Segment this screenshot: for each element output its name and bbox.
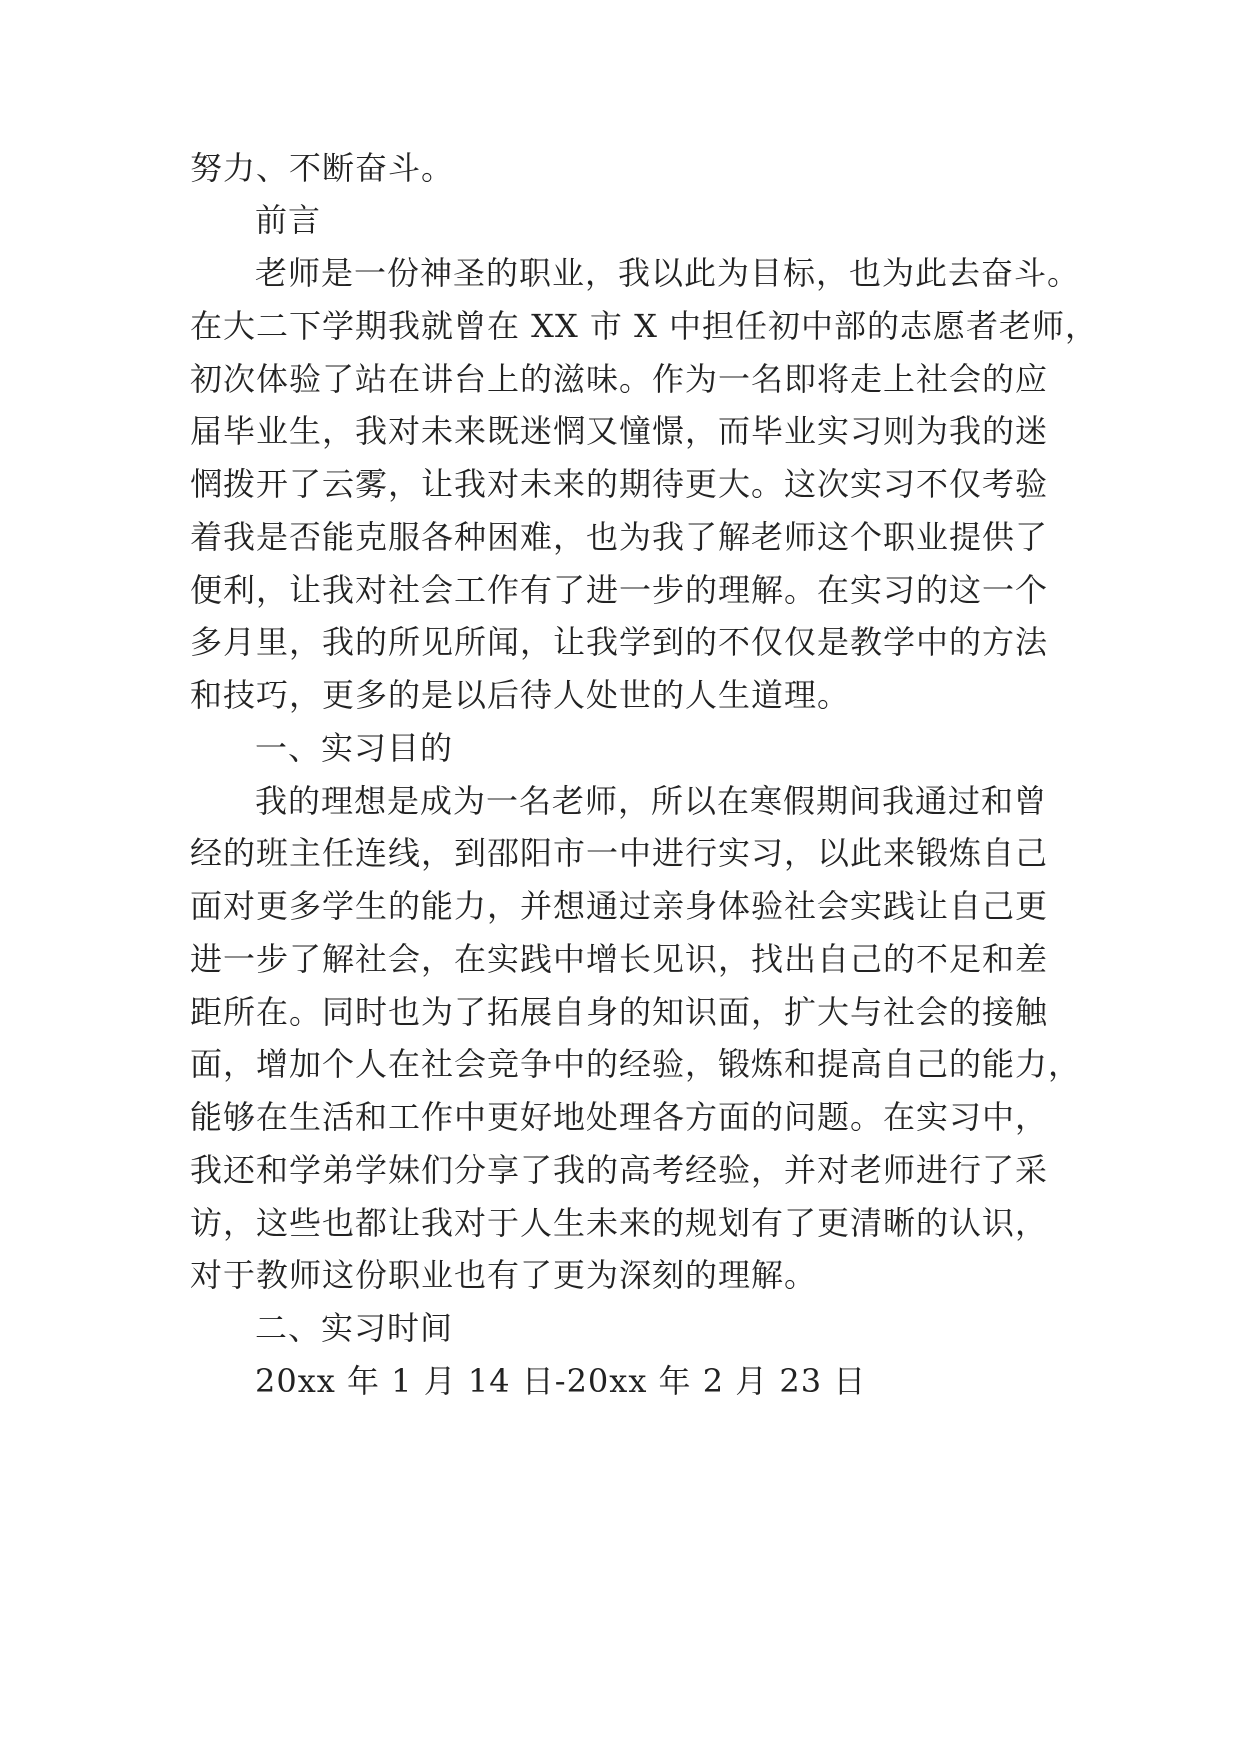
text-line: 面对更多学生的能力，并想通过亲身体验社会实践让自己更: [190, 887, 1049, 925]
text-line: 着我是否能克服各种困难，也为我了解老师这个职业提供了: [190, 518, 1049, 556]
text-line: 多月里，我的所见所闻，让我学到的不仅仅是教学中的方法: [190, 623, 1049, 661]
text-line: 惘拨开了云雾，让我对未来的期待更大。这次实习不仅考验: [190, 465, 1049, 503]
text-line: 初次体验了站在讲台上的滋味。作为一名即将走上社会的应: [190, 360, 1049, 398]
section-heading-purpose: 一、实习目的: [255, 729, 454, 767]
text-line: 距所在。同时也为了拓展自身的知识面，扩大与社会的接触: [190, 993, 1049, 1031]
text-line: 面，增加个人在社会竞争中的经验，锻炼和提高自己的能力，: [190, 1045, 1082, 1083]
text-line: 进一步了解社会，在实践中增长见识，找出自己的不足和差: [190, 940, 1049, 978]
text-line: 在大二下学期我就曾在 XX 市 X 中担任初中部的志愿者老师，: [190, 307, 1099, 345]
text-line: 经的班主任连线，到邵阳市一中进行实习，以此来锻炼自己: [190, 834, 1049, 872]
text-line: 届毕业生，我对未来既迷惘又憧憬，而毕业实习则为我的迷: [190, 412, 1049, 450]
internship-date-range: 20xx 年 1 月 14 日-20xx 年 2 月 23 日: [255, 1362, 867, 1400]
text-line: 便利，让我对社会工作有了进一步的理解。在实习的这一个: [190, 571, 1049, 609]
section-heading-preface: 前言: [255, 201, 322, 239]
text-line: 我还和学弟学妹们分享了我的高考经验，并对老师进行了采: [190, 1151, 1049, 1189]
section-heading-time: 二、实习时间: [255, 1309, 454, 1347]
text-line: 访，这些也都让我对于人生未来的规划有了更清晰的认识，: [190, 1204, 1049, 1242]
text-line: 和技巧，更多的是以后待人处世的人生道理。: [190, 676, 851, 714]
text-line: 努力、不断奋斗。: [190, 149, 455, 187]
text-line: 能够在生活和工作中更好地处理各方面的问题。在实习中，: [190, 1098, 1049, 1136]
text-line: 老师是一份神圣的职业，我以此为目标，也为此去奋斗。: [255, 254, 1081, 292]
text-line: 我的理想是成为一名老师，所以在寒假期间我通过和曾: [255, 782, 1048, 820]
text-line: 对于教师这份职业也有了更为深刻的理解。: [190, 1256, 818, 1294]
